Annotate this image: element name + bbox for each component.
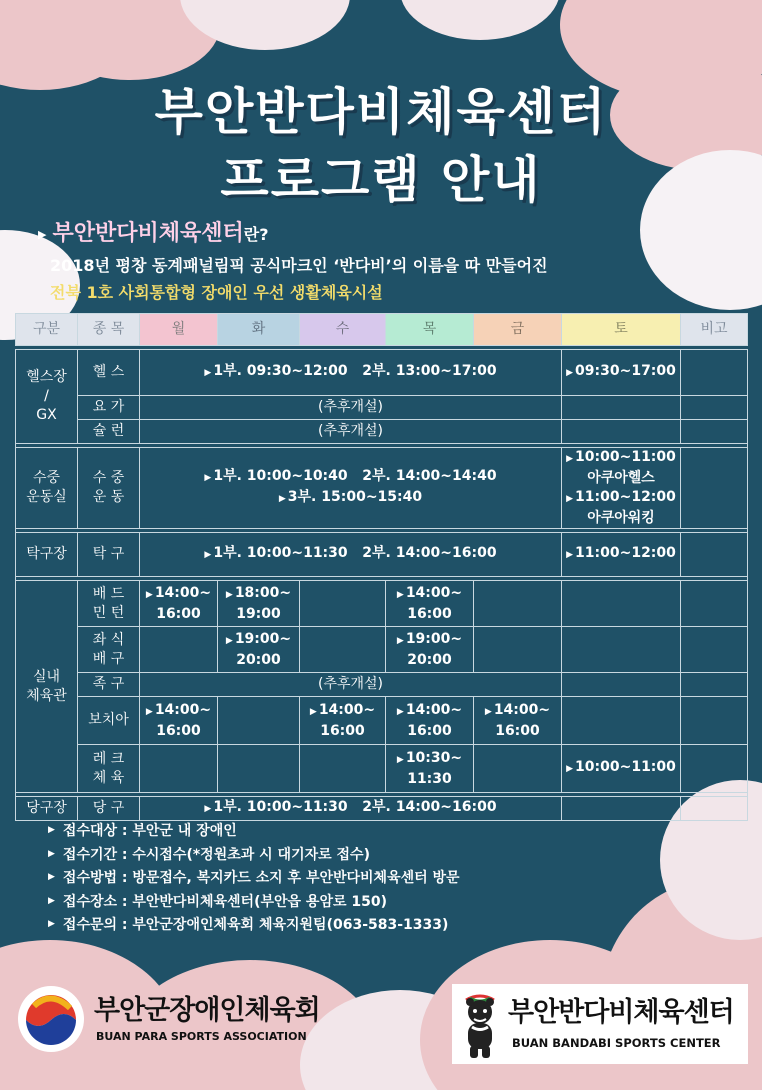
triangle-bullet-icon: ▶ — [566, 494, 574, 504]
header-category: 구분 — [16, 314, 78, 346]
note-cell — [681, 745, 748, 793]
note-cell — [681, 797, 748, 821]
schedule-cell — [300, 627, 386, 673]
list-item: ▶ 접수장소 : 부안반다비체육센터(부안읍 용암로 150) — [48, 890, 748, 914]
table-row — [16, 797, 748, 821]
triangle-bullet-icon: ▶ — [396, 706, 404, 717]
program-name: 당 구 — [78, 797, 140, 821]
schedule-cell: ▶ 14:00~ 16:00 — [386, 697, 474, 745]
note-cell — [681, 396, 748, 420]
association-logo — [16, 984, 336, 1064]
list-item: ▶ 접수문의 : 부안군장애인체육회 체육지원팀(063-583-1333) — [48, 913, 748, 937]
program-name: 탁 구 — [78, 533, 140, 577]
triangle-bullet-icon: ▶ — [309, 706, 317, 717]
triangle-bullet-icon: ▶ — [566, 454, 574, 464]
schedule-cell — [300, 745, 386, 793]
triangle-bullet-icon: ▶ — [145, 589, 153, 600]
schedule-cell — [562, 396, 681, 420]
intro-description: 2018년 평창 동계패널림픽 공식마크인 ‘반다비’의 이름을 따 만들어진 — [50, 256, 548, 275]
center-logo — [452, 984, 748, 1064]
header-program: 종 목 — [78, 314, 140, 346]
intro-section — [38, 216, 738, 303]
schedule-cell — [562, 697, 681, 745]
program-name: 헬 스 — [78, 350, 140, 396]
triangle-bullet-icon: ▶ — [204, 368, 212, 378]
triangle-bullet-icon: ▶ — [48, 825, 55, 835]
triangle-bullet-icon: ▶ — [566, 764, 574, 774]
schedule-cell: (추후개설) — [140, 673, 562, 697]
list-item: ▶ 접수방법 : 방문접수, 복지카드 소지 후 부안반다비체육센터 방문 — [48, 866, 748, 890]
note-cell — [681, 420, 748, 444]
schedule-cell — [474, 627, 562, 673]
triangle-bullet-icon: ▶ — [225, 635, 233, 646]
schedule-cell — [474, 581, 562, 627]
program-name: 요 가 — [78, 396, 140, 420]
schedule-cell — [474, 745, 562, 793]
schedule-cell — [140, 627, 218, 673]
triangle-bullet-icon: ▶ — [396, 754, 404, 765]
triangle-bullet-icon: ▶ — [396, 589, 404, 600]
emblem-icon — [16, 984, 86, 1054]
program-name: 슐 런 — [78, 420, 140, 444]
schedule-cell — [300, 581, 386, 627]
schedule-cell — [562, 797, 681, 821]
program-name: 수 중 운 동 — [78, 448, 140, 529]
note-cell — [681, 448, 748, 529]
schedule-cell: ▶ 19:00~ 20:00 — [386, 627, 474, 673]
note-cell — [681, 697, 748, 745]
schedule-cell: ▶ 1부. 10:00~11:30 2부. 14:00~16:00 — [140, 533, 562, 577]
note-cell — [681, 627, 748, 673]
triangle-bullet-icon: ▶ — [38, 227, 47, 241]
table-row — [16, 396, 748, 420]
category-table-tennis: 탁구장 — [16, 533, 78, 577]
header-friday: 금 — [474, 314, 562, 346]
schedule-cell: ▶ 1부. 10:00~10:40 2부. 14:00~14:40 ▶ 3부. 15:00~15:40 — [140, 448, 562, 529]
schedule-cell: ▶ 09:30~17:00 — [562, 350, 681, 396]
program-name: 족 구 — [78, 673, 140, 697]
triangle-bullet-icon: ▶ — [48, 872, 55, 882]
triangle-bullet-icon: ▶ — [566, 368, 574, 378]
schedule-cell — [218, 745, 300, 793]
program-name: 배 드 민 턴 — [78, 581, 140, 627]
table-row — [16, 350, 748, 396]
schedule-table — [15, 313, 748, 821]
note-cell — [681, 350, 748, 396]
center-name: 부안반다비체육센터 — [508, 997, 734, 1028]
list-item: ▶ 접수기간 : 수시접수(*정원초과 시 대기자로 접수) — [48, 843, 748, 867]
schedule-cell: ▶ 1부. 09:30~12:00 2부. 13:00~17:00 — [140, 350, 562, 396]
association-name: 부안군장애인체육회 — [94, 995, 320, 1026]
schedule-cell: ▶ 18:00~ 19:00 — [218, 581, 300, 627]
table-row — [16, 448, 748, 529]
table-row — [16, 627, 748, 673]
schedule-cell: ▶ 14:00~ 16:00 — [300, 697, 386, 745]
triangle-bullet-icon: ▶ — [225, 589, 233, 600]
header-monday: 월 — [140, 314, 218, 346]
table-header-row — [16, 314, 748, 346]
triangle-bullet-icon: ▶ — [145, 706, 153, 717]
header-thursday: 목 — [386, 314, 474, 346]
association-name-en: BUAN PARA SPORTS ASSOCIATION — [96, 1030, 307, 1043]
table-row — [16, 420, 748, 444]
schedule-cell: ▶ 1부. 10:00~11:30 2부. 14:00~16:00 — [140, 797, 562, 821]
schedule-cell: (추후개설) — [140, 396, 562, 420]
note-cell — [681, 581, 748, 627]
schedule-cell — [140, 745, 218, 793]
triangle-bullet-icon: ▶ — [204, 804, 212, 814]
page-title: 부안반다비체육센터 — [154, 83, 608, 141]
page-subtitle: 프로그램 안내 — [220, 151, 542, 209]
schedule-cell — [562, 581, 681, 627]
schedule-cell: ▶ 14:00~ 16:00 — [386, 581, 474, 627]
program-name: 좌 식 배 구 — [78, 627, 140, 673]
header-tuesday: 화 — [218, 314, 300, 346]
list-item: ▶ 접수대상 : 부안군 내 장애인 — [48, 819, 748, 843]
table-row — [16, 697, 748, 745]
triangle-bullet-icon: ▶ — [566, 550, 574, 560]
schedule-cell — [218, 697, 300, 745]
header-note: 비고 — [681, 314, 748, 346]
center-name-en: BUAN BANDABI SPORTS CENTER — [512, 1036, 721, 1050]
triangle-bullet-icon: ▶ — [48, 848, 55, 859]
triangle-bullet-icon: ▶ — [396, 635, 404, 646]
table-row — [16, 673, 748, 697]
program-name: 보치아 — [78, 697, 140, 745]
triangle-bullet-icon: ▶ — [278, 494, 286, 504]
intro-highlight: 전북 1호 사회통합형 장애인 우선 생활체육시설 — [50, 283, 383, 302]
schedule-cell — [562, 420, 681, 444]
intro-heading: ▶ 부안반다비체육센터란? — [38, 221, 269, 246]
schedule-cell: ▶ 19:00~ 20:00 — [218, 627, 300, 673]
schedule-cell: ▶ 14:00~ 16:00 — [140, 581, 218, 627]
triangle-bullet-icon: ▶ — [204, 550, 212, 560]
triangle-bullet-icon: ▶ — [48, 895, 55, 906]
schedule-cell: ▶ 11:00~12:00 — [562, 533, 681, 577]
triangle-bullet-icon: ▶ — [484, 706, 492, 717]
category-billiards: 당구장 — [16, 797, 78, 821]
category-indoor-gym: 실내 체육관 — [16, 581, 78, 793]
note-cell — [681, 533, 748, 577]
category-gym: 헬스장 / GX — [16, 350, 78, 444]
schedule-cell: ▶ 10:30~ 11:30 — [386, 745, 474, 793]
schedule-cell — [562, 627, 681, 673]
table-row — [16, 581, 748, 627]
schedule-cell: (추후개설) — [140, 420, 562, 444]
program-name: 레 크 체 육 — [78, 745, 140, 793]
registration-info — [48, 819, 748, 937]
schedule-cell: ▶ 14:00~ 16:00 — [474, 697, 562, 745]
triangle-bullet-icon: ▶ — [204, 473, 212, 483]
schedule-cell — [562, 673, 681, 697]
header-wednesday: 수 — [300, 314, 386, 346]
schedule-cell: ▶ 10:00~11:00 아쿠아헬스 ▶ 11:00~12:00 아쿠아워킹 — [562, 448, 681, 529]
cloud-decoration — [400, 0, 560, 40]
table-row — [16, 533, 748, 577]
table-row — [16, 745, 748, 793]
header-saturday: 토 — [562, 314, 681, 346]
note-cell — [681, 673, 748, 697]
bandabi-bear-icon — [456, 990, 504, 1060]
category-pool: 수중 운동실 — [16, 448, 78, 529]
triangle-bullet-icon: ▶ — [48, 919, 55, 929]
schedule-cell: ▶ 14:00~ 16:00 — [140, 697, 218, 745]
schedule-cell: ▶ 10:00~11:00 — [562, 745, 681, 793]
